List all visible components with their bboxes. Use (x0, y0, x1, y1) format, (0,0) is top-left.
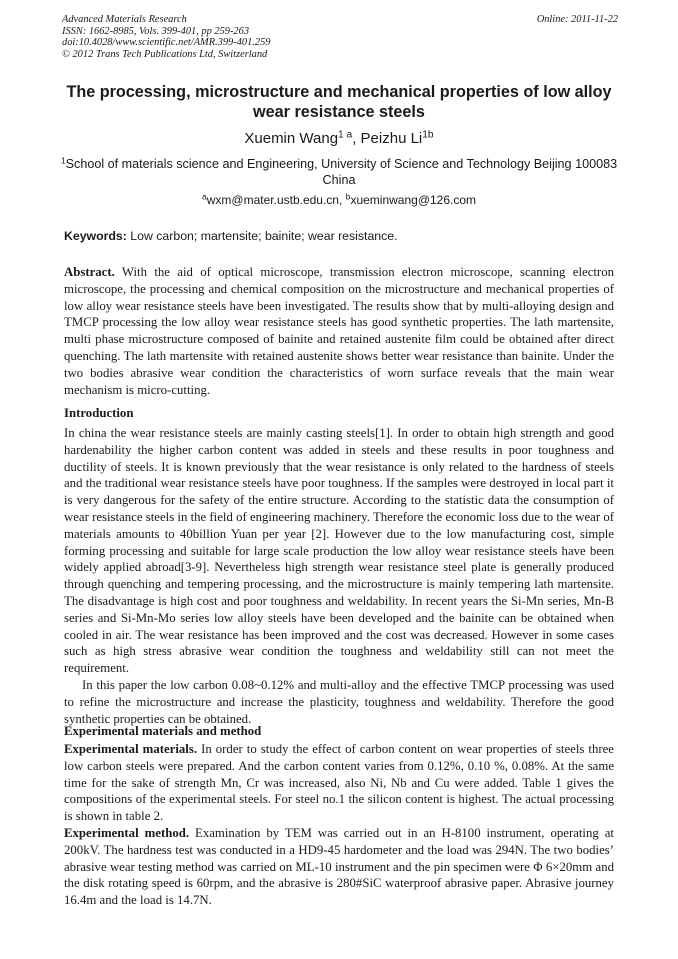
email-a-marker: a (201, 191, 207, 202)
affiliation-text: School of materials science and Engineering, University of Science and Technology Beijing 100083 China (65, 157, 618, 187)
method-text: Examination by TEM was carried out in an H-8100 instrument, operating at 200kV. The hardness test was conducted in a HD9-45 hardometer and the load was 294N. The two bodies’ abrasive wear testing method was carried on ML-10 instrument and the pin specimen were Φ 6×20mm and the disk rotating speed is 60rpm, and the abrasive is 280#SiC waterproof abrasive paper. Abrasive journey 16.4m and the load is 14.7N. (64, 825, 614, 908)
paper-title: The processing, microstructure and mechanical properties of low alloy wear resistance steels (66, 83, 612, 121)
author-separator: , (352, 130, 361, 147)
method-label: Experimental method. (64, 825, 190, 840)
journal-header (62, 14, 618, 60)
author-line (60, 130, 618, 148)
introduction-heading: Introduction (64, 406, 134, 420)
author-2: Peizhu Li (360, 130, 423, 147)
author-2-affiliation: 1b (422, 129, 434, 141)
doi-line: doi:10.4028/www.scientific.net/AMR.399-401.259 (62, 37, 271, 48)
email-line (60, 193, 618, 208)
email-a: wxm@mater.ustb.edu.cn, (206, 193, 346, 207)
author-1-affiliation: 1 a (338, 129, 353, 141)
email-b-marker: b (345, 191, 351, 202)
materials-label: Experimental materials. (64, 742, 198, 756)
abstract (64, 264, 614, 398)
keywords-text: Low carbon; martensite; bainite; wear resistance. (126, 229, 398, 243)
experimental-method-paragraph (64, 825, 614, 909)
abstract-text: With the aid of optical microscope, transmission electron microscope, scanning electron microscope, the processing and chemical composition on the microstructure and mechanical properties of low alloy wear resistance steels have been investigated. The results show that by multi-alloying design and TMCP processing the low alloy wear resistance steels has good synthetic properties. The lath martensite, multi phase microstructure composed of bainite and retained austenite film could be obtained after direct quenching. The lath martensite with retained austenite shows better wear resistance than bainite. Under the two bodies abrasive wear condition the characteristics of worn surface reveals that the main wear mechanism is micro-cutting. (64, 265, 614, 397)
keywords-label: Keywords: (64, 229, 127, 243)
introduction-paragraph-2: In this paper the low carbon 0.08~0.12% and multi-alloy and the effective TMCP processing was used to refine the microstructure and increase the plasticity, toughness and weldability. Therefore the good synthetic properties can be obtained. (64, 677, 614, 726)
experimental-heading: Experimental materials and method (64, 724, 262, 738)
affiliation-marker: 1 (60, 155, 66, 166)
affiliation (60, 156, 618, 188)
materials-text: In order to study the effect of carbon content on wear properties of steels three low carbon steels were prepared. And the carbon content varies from 0.12%, 0.10 %, 0.08%. At the same time for the sake of strength Mn, Cr was increased, also Ni, Nb and Cu were added. Table 1 gives the compositions of the experimental steels. For steel no.1 the silicon content is highest. The actual processing is shown in table 2. (64, 742, 614, 824)
copyright-line: © 2012 Trans Tech Publications Ltd, Switzerland (62, 48, 268, 60)
experimental-section (64, 741, 614, 909)
email-b: xueminwang@126.com (350, 193, 477, 207)
online-date: Online: 2011-11-22 (536, 14, 618, 25)
introduction-paragraph-1: In china the wear resistance steels are mainly casting steels[1]. In order to obtain high strength and good hardenability the higher carbon content was added in steels and these results in poor toughness and ductility of steels. It is known previously that the wear resistance is only related to the hardness of steels and the traditional wear resistance steels have poor toughness. If the samples were destroyed in local part it is very dangerous for the safety of the entire structure. According to the statistic data the consumption of wear resistance steels in the field of engineering machinery. Therefore the economic loss due to the wear of materials amounts to 40billion Yuan per year [2]. However due to the low manufacturing cost, simple forming processing and suitable for large scale production the low alloy wear resistance steels have been widely applied abroad[3-9]. Nevertheless high strength wear resistance steel plate is generally produced through quenching and tempering processing, and the microstructure is mainly tempering lath martensite. The disadvantage is high cost and poor toughness and weldability. In recent years the Si-Mn series, Mn-B series and Si-Mn-Mo series low alloy steels have been developed and the bainite can be obtained when cooled in air. The wear resistance has been improved and the cost was decreased. However in some cases such as high stress abrasive wear condition the toughness and weldability still can not meet the requirement. (64, 426, 614, 676)
journal-name: Advanced Materials Research (62, 14, 187, 25)
experimental-materials-paragraph (64, 741, 614, 825)
introduction-section (64, 425, 614, 727)
abstract-label: Abstract. (64, 265, 115, 279)
keywords (64, 229, 616, 244)
author-1: Xuemin Wang (244, 130, 339, 147)
issn-line: ISSN: 1662-8985, Vols. 399-401, pp 259-263 (62, 25, 250, 37)
